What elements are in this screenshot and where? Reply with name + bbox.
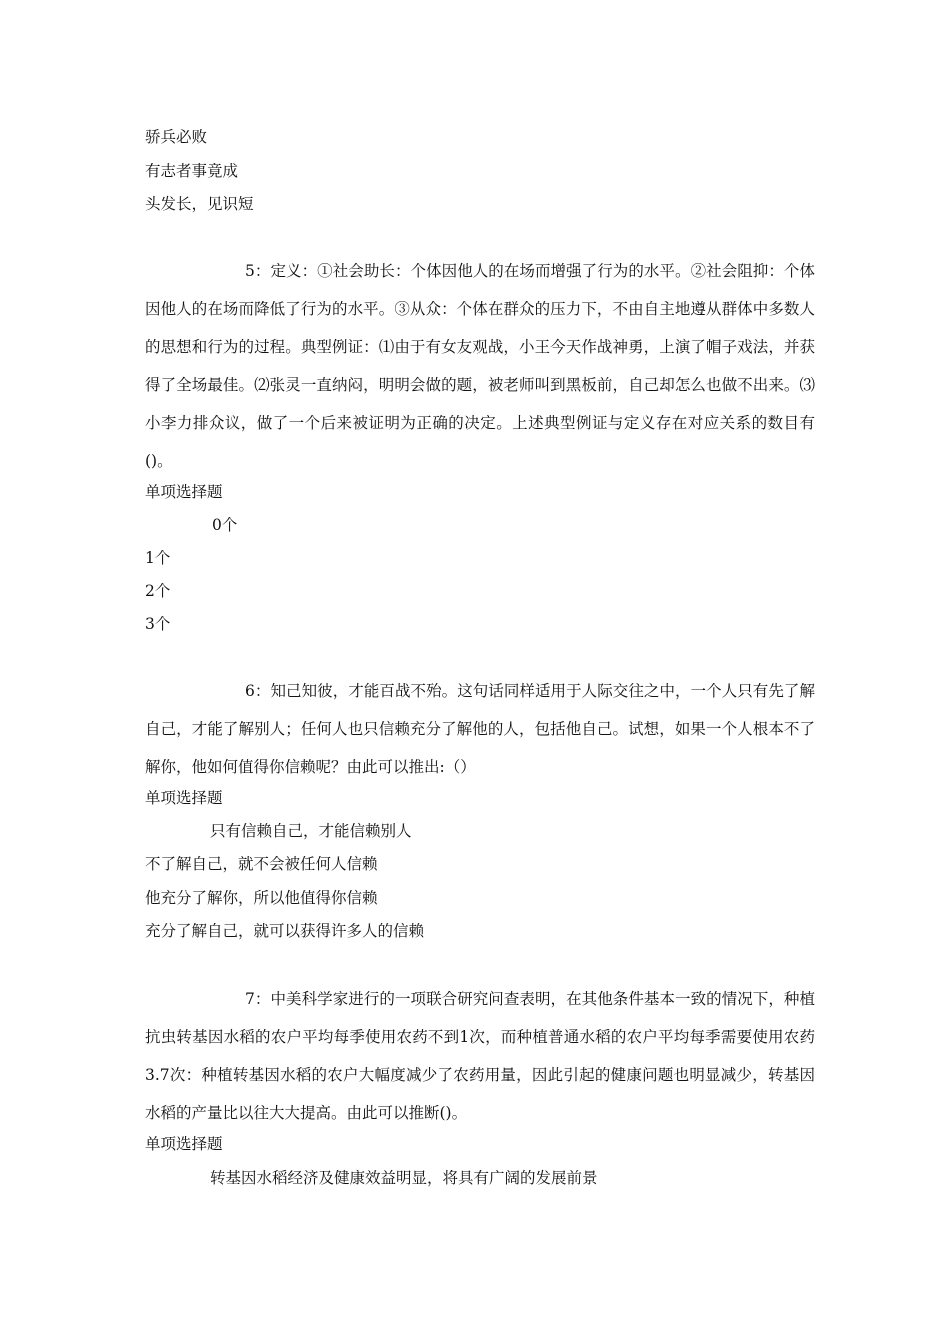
question-7-text: 7：中美科学家进行的一项联合研究问查表明，在其他条件基本一致的情况下，种植抗虫转基因水稻的农户平均每季使用农药不到1次，而种植普通水稻的农户平均每季需要使用农药3.7次：种植转基因水稻的农户大幅度减少了农药用量，因此引起的健康问题也明显减少，转基因水稻的产量比以往大大提高。由此可以推断()。 — [145, 990, 815, 1122]
question-6-type: 单项选择题 — [145, 789, 223, 807]
question-7-type: 单项选择题 — [145, 1135, 223, 1153]
prev-option-3: 头发长，见识短 — [145, 195, 254, 213]
question-5-type: 单项选择题 — [145, 483, 223, 501]
question-5-option-b: 1个 — [145, 549, 171, 567]
question-5-option-d: 3个 — [145, 615, 171, 633]
question-5-option-a: 0个 — [212, 516, 238, 534]
question-6-option-a: 只有信赖自己，才能信赖别人 — [210, 822, 412, 840]
question-7-option-a: 转基因水稻经济及健康效益明显，将具有广阔的发展前景 — [210, 1169, 598, 1187]
question-6-option-d: 充分了解自己，就可以获得许多人的信赖 — [145, 922, 425, 940]
question-6-text: 6：知己知彼，才能百战不殆。这句话同样适用于人际交往之中，一个人只有先了解自己，才能了解别人；任何人也只信赖充分了解他的人，包括他自己。试想，如果一个人根本不了解你，他如何值得你信赖呢？由此可以推出:（） — [145, 682, 815, 776]
question-5-option-c: 2个 — [145, 582, 171, 600]
prev-option-2: 有志者事竟成 — [145, 162, 239, 180]
question-6-option-c: 他充分了解你，所以他值得你信赖 — [145, 889, 378, 907]
question-5-text: 5：定义：①社会助长：个体因他人的在场而增强了行为的水平。②社会阻抑：个体因他人的在场而降低了行为的水平。③从众：个体在群众的压力下，不由自主地遵从群体中多数人的思想和行为的过程。典型例证：⑴由于有女友观战，小王今天作战神勇，上演了帽子戏法，并获得了全场最佳。⑵张灵一直纳闷，明明会做的题，被老师叫到黑板前，自己却怎么也做不出来。⑶小李力排众议，做了一个后来被证明为正确的决定。上述典型例证与定义存在对应关系的数目有()。 — [145, 262, 815, 470]
question-6-option-b: 不了解自己，就不会被任何人信赖 — [145, 855, 378, 873]
prev-option-1: 骄兵必败 — [145, 128, 208, 146]
